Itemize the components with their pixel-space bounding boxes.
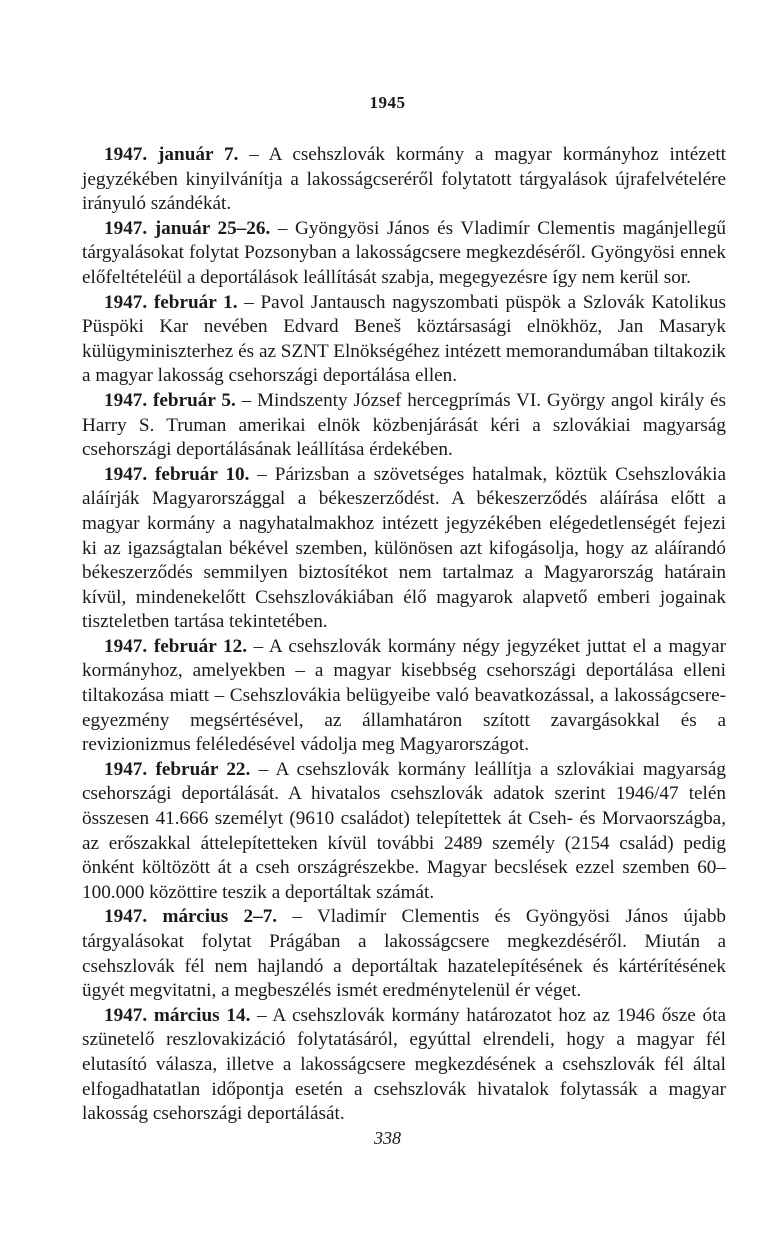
- entry-date: 1947. január 7.: [104, 144, 239, 165]
- entry-text: – A csehszlovák kormány leállítja a szlovákiai magyarság csehországi deportálását. A hivatalos csehszlovák adatok szerint 1946/47 telén összesen 41.666 személyt (9610 családot) telepítettek át Cseh- és Morvaországba, az erőszakkal áttelepítetteken kívül további 2489 személy (2154 család) pedig önként költözött át a cseh országrészekbe. Magyar becslések ezzel szemben 60–100.000 közöttire teszik a deportáltak számát.: [82, 758, 726, 903]
- entry-date: 1947. március 14.: [104, 1004, 251, 1026]
- entry-date: 1947. február 5.: [104, 389, 236, 411]
- entry-text: – Mindszenty József hercegprímás VI. György angol király és Harry S. Truman amerikai elnök közbenjárását kéri a szlovákiai magyarság csehországi deportálásának leállítása érdekében.: [82, 389, 727, 461]
- entry-text: – Gyöngyösi János és Vladimír Clementis magánjellegű tárgyalásokat folytat Pozsonyban a lakosságcsere megkezdéséről. Gyöngyösi ennek előfeltételéül a deportálások leállítását szabja, megegyezésre így nem kerül sor.: [82, 217, 727, 288]
- entry-date: 1947. február 10.: [104, 463, 250, 485]
- chronology-text: [82, 143, 726, 1127]
- running-head: 1945: [369, 93, 406, 112]
- chronology-entry: [82, 463, 726, 635]
- entry-text: – Vladimír Clementis és Gyöngyösi János újabb tárgyalásokat folytat Prágában a lakosságcsere megkezdéséről. Miután a csehszlovák fél nem hajlandó a deportáltak hazatelepítésének és kártérítésének ügyét megvitatni, a megbeszélés ismét eredménytelenül ér véget.: [82, 906, 727, 1002]
- entry-text: – A csehszlovák kormány négy jegyzéket juttat el a magyar kormányhoz, amelyekben – a magyar kisebbség csehországi deportálása elleni tiltakozása miatt – Csehszlovákia belügyeibe való beavatkozással, a lakosságcsere-egyezmény megsértésével, az államhatáron szított zavargásokkal és a revizionizmus feléledésével vádolja meg Magyarországot.: [82, 635, 726, 756]
- entry-date: 1947. február 12.: [104, 635, 248, 657]
- entry-text: – Pavol Jantausch nagyszombati püspök a Szlovák Katolikus Püspöki Kar nevében Edvard Beneš köztársasági elnökhöz, Jan Masaryk külügyminiszterhez és az SZNT Elnökségéhez intézett memorandumában tiltakozik a magyar lakosság csehországi deportálása ellen.: [82, 291, 726, 387]
- chronology-entry: [82, 143, 726, 217]
- chronology-entry: [82, 389, 726, 463]
- entry-text: – Párizsban a szövetséges hatalmak, köztük Csehszlovákia aláírják Magyarországgal a békeszerződést. A békeszerződés aláírása előtt a magyar kormány a nagyhatalmakhoz intézett jegyzékében elégedetlenségét fejezi ki az igazságtalan békével szemben, különösen azt kifogásolja, hogy az aláírandó békeszerződés semmilyen biztosítékot nem tartalmaz a Magyarország határain kívül, mindenekelőtt Csehszlovákiában élő magyarok alapvető emberi jogainak tiszteletben tartása tekintetében.: [82, 463, 726, 633]
- entry-date: 1947. február 1.: [104, 291, 238, 313]
- entry-text: – A csehszlovák kormány a magyar kormányhoz intézett jegyzékében kinyilvánítja a lakosságcseréről folytatott tárgyalások újrafelvételére irányuló szándékát.: [82, 144, 726, 215]
- chronology-entry: [82, 291, 726, 389]
- chronology-entry: [82, 758, 726, 906]
- entry-text: – A csehszlovák kormány határozatot hoz az 1946 ősze óta szünetelő reszlovakizáció folytatásáról, egyúttal elrendeli, hogy a magyar fél elutasító válasza, illetve a lakosságcsere megkezdésének a csehszlovák fél által elfogadhatatlan időpontja esetén a csehszlovák hivatalok folytassák a magyar lakosság csehországi deportálását.: [82, 1004, 726, 1125]
- chronology-entry: [82, 217, 726, 291]
- chronology-entry: [82, 635, 726, 758]
- page-number: 338: [374, 1128, 401, 1148]
- entry-date: 1947. január 25–26.: [104, 217, 271, 239]
- chronology-entry: [82, 1004, 726, 1127]
- entry-date: 1947. március 2–7.: [104, 906, 278, 928]
- chronology-entry: [82, 905, 726, 1003]
- entry-date: 1947. február 22.: [104, 758, 251, 780]
